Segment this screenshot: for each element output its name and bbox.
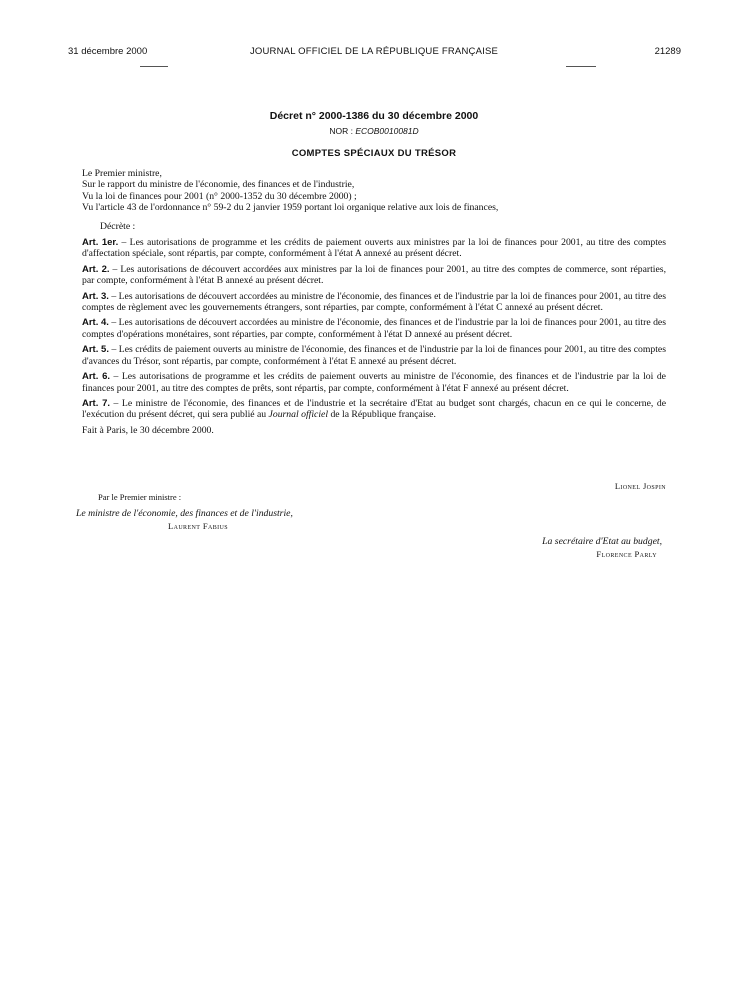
- preamble-line: Sur le rapport du ministre de l'économie, des finances et de l'industrie,: [82, 179, 355, 191]
- preamble-line: Vu la loi de finances pour 2001 (n° 2000-1352 du 30 décembre 2000) ;: [82, 190, 357, 202]
- par-premier-ministre: Par le Premier ministre :: [98, 492, 182, 502]
- article-text: – Les autorisations de programme et les crédits de paiement ouverts au ministre de l'économie, des finances et de l'industrie par la loi de finances pour 2001, au titre des comptes de prêts, sont répartis, par compte, conformément à l'état F annexé au présent décret.: [82, 371, 666, 394]
- decree-title: Décret n° 2000-1386 du 30 décembre 2000: [269, 110, 479, 122]
- article-number: Art. 3.: [82, 290, 109, 302]
- journal-officiel-italic: Journal officiel: [268, 409, 329, 421]
- article-number: Art. 4.: [82, 317, 109, 329]
- signature-secretary: Florence Parly: [596, 549, 657, 559]
- article-number: Art. 1er.: [82, 237, 119, 249]
- header-journal-title: JOURNAL OFFICIEL DE LA RÉPUBLIQUE FRANÇAISE: [249, 46, 499, 57]
- article-2: [82, 264, 666, 287]
- header-page-number: 21289: [654, 46, 681, 57]
- nor-label: NOR :: [329, 126, 353, 136]
- running-header: [0, 46, 748, 60]
- article-number: Art. 7.: [82, 397, 111, 409]
- article-4: [82, 317, 666, 340]
- secretary-title: La secrétaire d'Etat au budget,: [542, 536, 662, 547]
- nor-reference: [0, 126, 748, 136]
- article-text: – Les autorisations de programme et les crédits de paiement ouverts aux ministres par la loi de finances pour 2001, au titre des comptes d'affectation spéciale, sont répartis, par compte, conformément à l'état A annexé au présent décret.: [82, 237, 666, 260]
- article-text: – Les crédits de paiement ouverts au ministre de l'économie, des finances et de l'industrie par la loi de finances pour 2001, au titre des comptes d'avances du Trésor, sont répartis, par compte, conformément à l'état E annexé au présent décret.: [82, 344, 666, 367]
- decree-body: [82, 168, 666, 436]
- article-number: Art. 5.: [82, 344, 109, 356]
- article-5: [82, 344, 666, 367]
- header-rule-right: [566, 66, 596, 67]
- minister-title: Le ministre de l'économie, des finances et de l'industrie,: [76, 508, 293, 519]
- article-number: Art. 6.: [82, 371, 111, 383]
- article-text: – Le ministre de l'économie, des finances et de l'industrie et la secrétaire d'Etat au budget sont chargés, chacun en ce qui le concerne, de l'exécution du présent décret, qui sera publié au: [82, 397, 666, 421]
- decrete-line: Décrète :: [100, 220, 136, 232]
- article-number: Art. 2.: [82, 263, 110, 275]
- done-at-line: Fait à Paris, le 30 décembre 2000.: [82, 424, 214, 436]
- article-1: [82, 237, 666, 260]
- preamble-line: Le Premier ministre,: [82, 168, 162, 179]
- signature-prime-minister: Lionel Jospin: [614, 481, 666, 491]
- article-6: [82, 371, 666, 394]
- article-text-end: de la République française.: [328, 409, 436, 421]
- article-text: – Les autorisations de découvert accordées au ministre de l'économie, des finances et de l'industrie par la loi de finances pour 2001, au titre des comptes d'opérations monétaires, sont réparties, par compte, conformément à l'état D annexé au présent décret.: [82, 317, 666, 340]
- article-text: – Les autorisations de découvert accordées aux ministres par la loi de finances pour 2001, au titre des comptes de commerce, sont réparties, par compte, conformément à l'état B annexé au présent décret.: [82, 263, 666, 287]
- nor-code: ECOB0010081D: [355, 126, 419, 136]
- article-7: [82, 398, 666, 421]
- preamble-line: Vu l'article 43 de l'ordonnance n° 59-2 du 2 janvier 1959 portant loi organique relative aux lois de finances,: [82, 202, 499, 214]
- signature-minister: Laurent Fabius: [168, 521, 228, 531]
- article-3: [82, 291, 666, 314]
- article-text: – Les autorisations de découvert accordées au ministre de l'économie, des finances et de l'industrie par la loi de finances pour 2001, au titre des comptes de règlement avec les gouvernements étrangers, sont réparties, par compte, conformément à l'état C annexé au présent décret.: [82, 290, 666, 314]
- header-rule-left: [140, 66, 168, 67]
- section-title: COMPTES SPÉCIAUX DU TRÉSOR: [291, 148, 457, 159]
- header-date: 31 décembre 2000: [68, 46, 148, 57]
